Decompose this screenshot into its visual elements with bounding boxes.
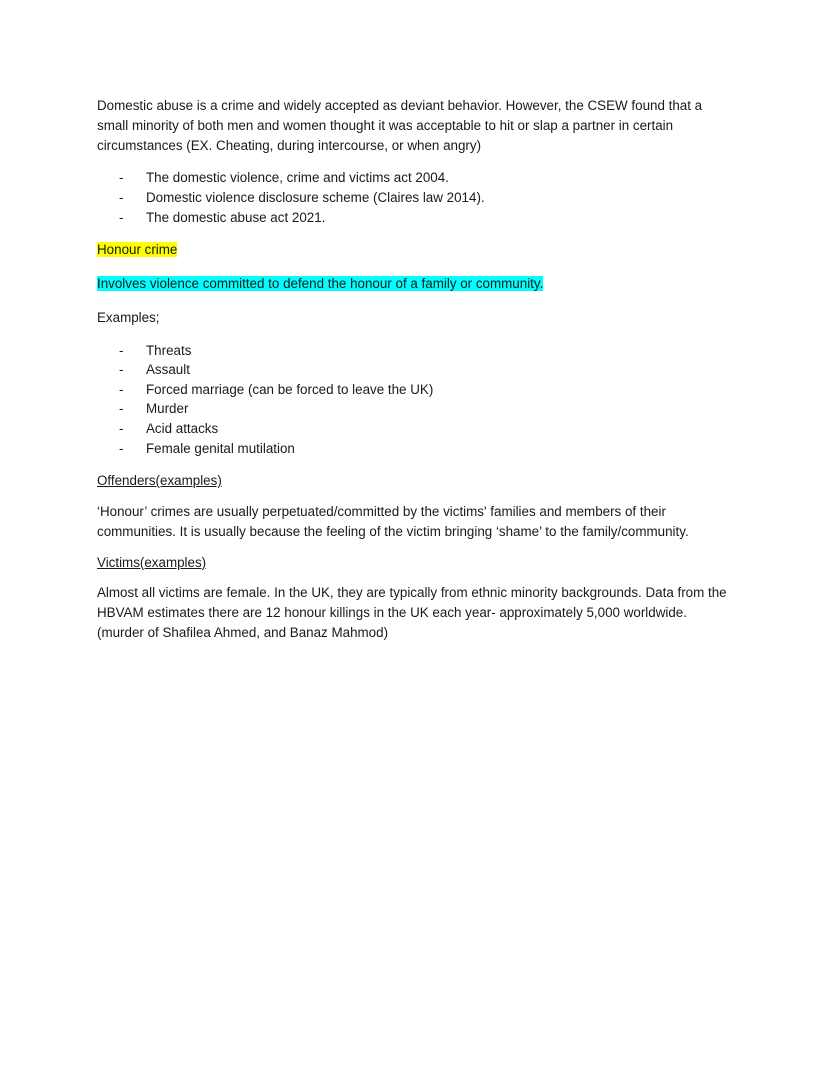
list-item: [97, 341, 737, 361]
document-page: [97, 96, 737, 654]
laws-list: [97, 168, 737, 227]
list-item: [97, 360, 737, 380]
honour-definition: [97, 274, 737, 294]
honour-definition-text: Involves violence committed to defend the honour of a family or community.: [97, 275, 544, 291]
list-item: [97, 208, 737, 228]
victims-heading: Victims(examples): [97, 554, 207, 570]
bullet-dash: -: [119, 209, 124, 225]
example-item-text: Murder: [146, 401, 189, 417]
list-item: [97, 380, 737, 400]
list-item: [97, 439, 737, 459]
list-item: [97, 188, 737, 208]
example-item-text: Female genital mutilation: [146, 440, 295, 456]
bullet-dash: -: [119, 342, 124, 358]
bullet-dash: -: [119, 401, 124, 417]
list-item: [97, 168, 737, 188]
list-item: [97, 399, 737, 419]
bullet-dash: -: [119, 170, 124, 186]
example-item-text: Assault: [146, 362, 190, 378]
honour-crime-heading: [97, 240, 737, 260]
bullet-dash: -: [119, 440, 124, 456]
bullet-dash: -: [119, 189, 124, 205]
bullet-dash: -: [119, 362, 124, 378]
offenders-heading: Offenders(examples): [97, 473, 222, 489]
example-item-text: Forced marriage (can be forced to leave the UK): [146, 381, 434, 397]
law-item-text: The domestic violence, crime and victims act 2004.: [146, 170, 449, 186]
law-item-text: The domestic abuse act 2021.: [146, 209, 326, 225]
honour-crime-heading-text: Honour crime: [97, 242, 178, 258]
examples-label: Examples;: [97, 309, 160, 325]
victims-paragraph: Almost all victims are female. In the UK, they are typically from ethnic minority backgrounds. Data from the HBVAM estimates there are 12 honour killings in the UK each year- approximately 5,000 worldwide. (murder of Shafilea Ahmed, and Banaz Mahmod): [97, 585, 727, 640]
examples-list: [97, 341, 737, 459]
intro-paragraph: Domestic abuse is a crime and widely accepted as deviant behavior. However, the CSEW found that a small minority of both men and women thought it was acceptable to hit or slap a partner in certain circumstances (EX. Cheating, during intercourse, or when angry): [97, 98, 703, 153]
example-item-text: Threats: [146, 342, 192, 358]
list-item: [97, 419, 737, 439]
bullet-dash: -: [119, 381, 124, 397]
law-item-text: Domestic violence disclosure scheme (Claires law 2014).: [146, 189, 485, 205]
bullet-dash: -: [119, 420, 124, 436]
offenders-paragraph: ‘Honour’ crimes are usually perpetuated/committed by the victims' families and members of their communities. It is usually because the feeling of the victim bringing ‘shame’ to the family/community.: [97, 503, 689, 539]
example-item-text: Acid attacks: [146, 420, 219, 436]
